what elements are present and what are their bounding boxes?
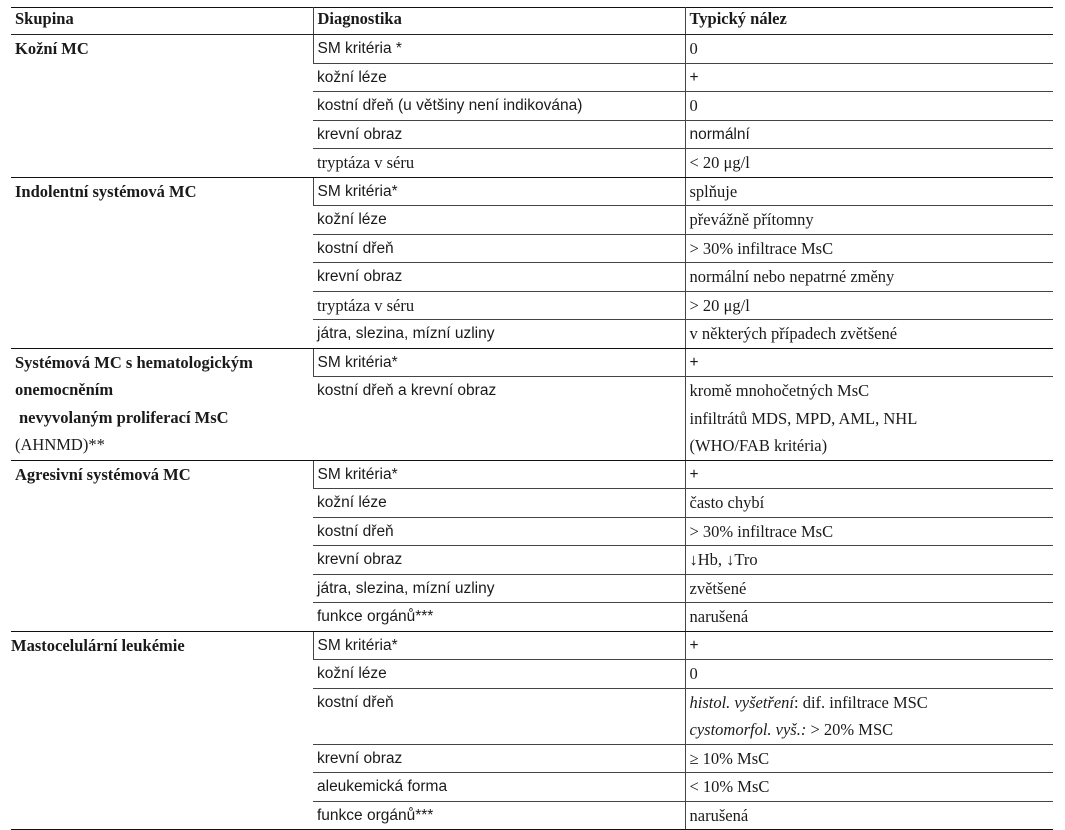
diagnostika-cell: krevní obraz [313, 120, 685, 149]
group-cell-kozni-mc: Kožní MC [11, 35, 313, 178]
diagnostika-cell: funkce orgánů*** [313, 801, 685, 830]
group-line: (AHNMD)** [15, 435, 105, 454]
header-diagnostika: Diagnostika [313, 8, 685, 35]
nalez-cell: převážně přítomny [685, 206, 1053, 235]
group-cell-mastocelularni-leukemie: Mastocelulární leukémie [11, 631, 313, 830]
table-row [11, 177, 1053, 206]
nalez-cell: narušená [685, 603, 1053, 632]
nalez-cell: normální nebo nepatrné změny [685, 263, 1053, 292]
diagnostika-cell: krevní obraz [313, 263, 685, 292]
nalez-cell: < 10% MsC [685, 773, 1053, 802]
header-typicky-nalez: Typický nález [685, 8, 1053, 35]
diagnostika-cell: SM kritéria* [313, 460, 685, 489]
diagnostika-cell: krevní obraz [313, 546, 685, 575]
table-row [11, 35, 1053, 64]
diagnostika-cell: SM kritéria * [313, 35, 685, 64]
diagnostika-cell: tryptáza v séru [313, 149, 685, 178]
nalez-cell: + [685, 460, 1053, 489]
diagnostika-cell: kostní dřeň [313, 234, 685, 263]
nalez-line [690, 689, 1050, 717]
nalez-cell: narušená [685, 801, 1053, 830]
diagnostika-cell: kožní léze [313, 63, 685, 92]
nalez-cell: ↓Hb, ↓Tro [685, 546, 1053, 575]
diagnostika-cell: tryptáza v séru [313, 291, 685, 320]
nalez-cell [685, 377, 1053, 461]
nalez-rest: : dif. infiltrace MSC [793, 692, 928, 712]
diagnostika-cell: kostní dřeň [313, 517, 685, 546]
diagnostika-cell: kožní léze [313, 489, 685, 518]
diagnostic-table [11, 7, 1053, 830]
group-cell-agresivni-sm: Agresivní systémová MC [11, 460, 313, 631]
nalez-label-italic: histol. vyšetření [689, 692, 794, 712]
group-line: nevyvolaným proliferací MsC [19, 407, 229, 427]
diagnostika-cell: játra, slezina, mízní uzliny [313, 574, 685, 603]
nalez-line: (WHO/FAB kritéria) [689, 436, 828, 455]
nalez-rest: > 20% MSC [806, 720, 894, 739]
nalez-cell: zvětšené [685, 574, 1053, 603]
nalez-cell: + [685, 348, 1053, 377]
table-body [11, 35, 1053, 830]
diagnostika-cell: SM kritéria* [313, 177, 685, 206]
nalez-cell: ≥ 10% MsC [685, 744, 1053, 773]
table-row [11, 631, 1053, 660]
nalez-cell: 0 [685, 35, 1053, 64]
nalez-label-italic: cystomorfol. vyš.: [689, 720, 807, 739]
nalez-cell: > 20 μg/l [685, 291, 1053, 320]
nalez-cell: normální [685, 120, 1053, 149]
diagnostika-cell: kostní dřeň (u většiny není indikována) [313, 92, 685, 121]
nalez-line: infiltrátů MDS, MPD, AML, NHL [689, 408, 918, 428]
nalez-cell: + [685, 631, 1053, 660]
diagnostika-cell: kožní léze [313, 206, 685, 235]
table-header [11, 8, 1053, 35]
diagnostika-cell: játra, slezina, mízní uzliny [313, 320, 685, 349]
diagnostika-cell: kožní léze [313, 660, 685, 689]
group-cell-indolentni-sm: Indolentní systémová MC [11, 177, 313, 348]
diagnostika-cell: kostní dřeň [313, 688, 685, 744]
nalez-cell: splňuje [685, 177, 1053, 206]
group-line: onemocněním [15, 380, 114, 399]
table-row [11, 460, 1053, 489]
nalez-line [690, 716, 1050, 744]
nalez-cell: < 20 μg/l [685, 149, 1053, 178]
diagnostika-cell: kostní dřeň a krevní obraz [313, 377, 685, 461]
nalez-cell: 0 [685, 92, 1053, 121]
group-cell-sm-ahnmd [11, 348, 313, 460]
diagnostika-cell: funkce orgánů*** [313, 603, 685, 632]
diagnostika-cell: SM kritéria* [313, 348, 685, 377]
nalez-cell: > 30% infiltrace MsC [685, 517, 1053, 546]
nalez-cell: + [685, 63, 1053, 92]
nalez-cell: často chybí [685, 489, 1053, 518]
nalez-cell [685, 688, 1053, 744]
group-line: Systémová MC s hematologickým [15, 352, 253, 372]
table-row [11, 348, 1053, 377]
nalez-cell: > 30% infiltrace MsC [685, 234, 1053, 263]
nalez-cell: 0 [685, 660, 1053, 689]
nalez-line: kromě mnohočetných MsC [689, 381, 870, 400]
nalez-cell: v některých případech zvětšené [685, 320, 1053, 349]
diagnostika-cell: aleukemická forma [313, 773, 685, 802]
diagnostika-cell: krevní obraz [313, 744, 685, 773]
diagnostika-cell: SM kritéria* [313, 631, 685, 660]
header-skupina: Skupina [11, 8, 313, 35]
